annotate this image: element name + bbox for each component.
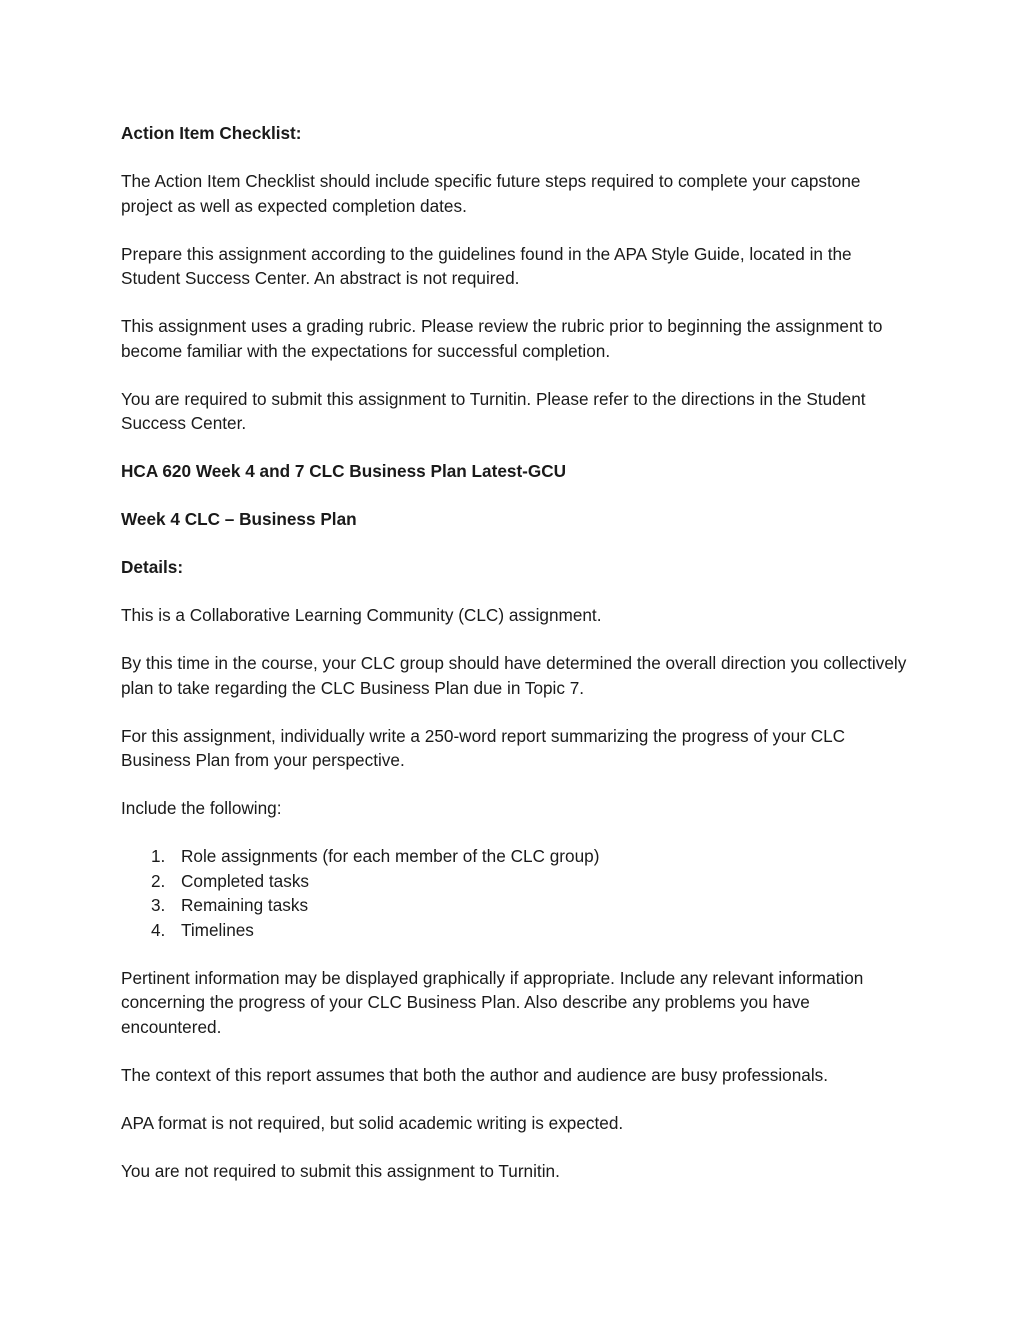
apa-not-required-paragraph: APA format is not required, but solid academic writing is expected. — [121, 1112, 624, 1133]
list-item-text: Remaining tasks — [181, 895, 309, 915]
course-heading: HCA 620 Week 4 and 7 CLC Business Plan Latest-GCU — [121, 461, 567, 481]
direction-paragraph: By this time in the course, your CLC group should have determined the overall direction you collectively plan to take regarding the CLC Business Plan due in Topic 7. — [121, 653, 907, 698]
list-item-number: 3. — [151, 895, 166, 915]
report-paragraph: For this assignment, individually write a 250-word report summarizing the progress of your CLC Business Plan from your perspective. — [121, 725, 846, 770]
list-item — [121, 893, 911, 918]
list-item-text: Completed tasks — [181, 870, 310, 891]
list-item-number: 4. — [151, 919, 166, 940]
include-paragraph: Include the following: — [121, 798, 282, 818]
pertinent-paragraph: Pertinent information may be displayed graphically if appropriate. Include any relevant information concerning the progress of your CLC Business Plan. Also describe any problems you have encountered. — [121, 967, 864, 1037]
action-item-heading: Action Item Checklist: — [121, 123, 302, 143]
requirements-list — [121, 844, 911, 942]
clc-assignment-paragraph: This is a Collaborative Learning Community (CLC) assignment. — [121, 605, 602, 625]
apa-guide-paragraph: Prepare this assignment according to the guidelines found in the APA Style Guide, located in the Student Success Center. An abstract is not required. — [121, 243, 852, 288]
list-item — [121, 844, 911, 869]
list-item — [121, 869, 911, 894]
list-item-text: Role assignments (for each member of the CLC group) — [181, 846, 600, 866]
context-paragraph: The context of this report assumes that both the author and audience are busy professionals. — [121, 1064, 829, 1085]
list-item — [121, 918, 911, 943]
rubric-paragraph: This assignment uses a grading rubric. Please review the rubric prior to beginning the assignment to become familiar with the expectations for successful completion. — [121, 316, 883, 361]
list-item-number: 1. — [151, 846, 166, 866]
list-item-text: Timelines — [181, 919, 254, 940]
document-body — [121, 121, 911, 1207]
action-item-paragraph: The Action Item Checklist should include specific future steps required to complete your capstone project as well as expected completion dates. — [121, 171, 861, 216]
details-heading: Details: — [121, 557, 184, 577]
list-item-number: 2. — [151, 870, 166, 891]
turnitin-not-required-paragraph: You are not required to submit this assignment to Turnitin. — [121, 1160, 560, 1181]
week4-heading: Week 4 CLC – Business Plan — [121, 509, 357, 529]
turnitin-required-paragraph: You are required to submit this assignment to Turnitin. Please refer to the directions in the Student Success Center. — [121, 388, 866, 433]
